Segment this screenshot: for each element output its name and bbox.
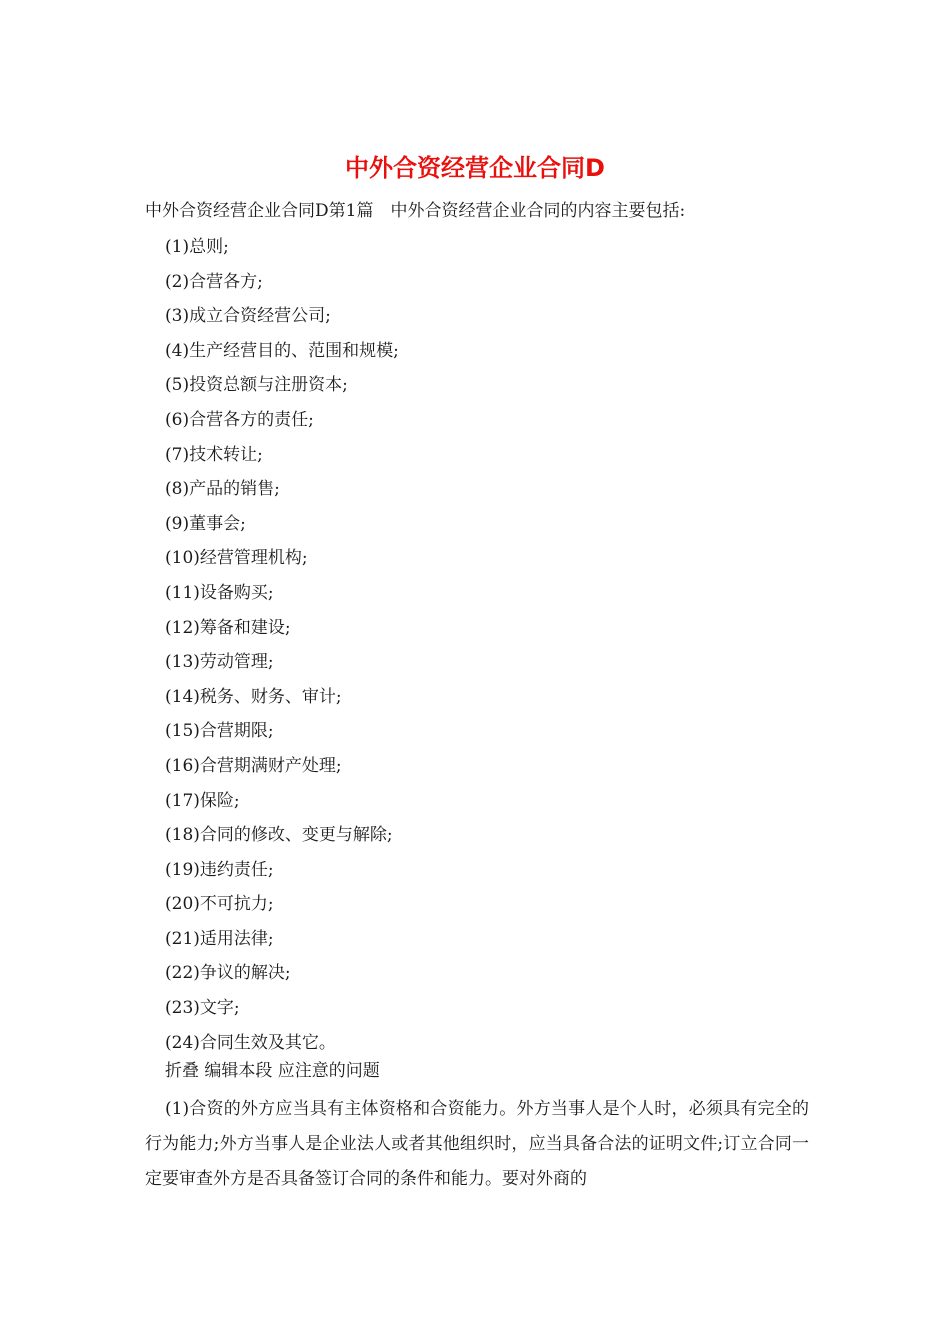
contract-contents-list <box>165 230 825 1060</box>
list-item: (1)总则; <box>165 237 229 257</box>
list-item: (11)设备购买; <box>165 582 274 603</box>
list-item: (21)适用法律; <box>165 928 274 949</box>
list-item: (19)违约责任; <box>165 859 274 880</box>
section-heading-fold: 折叠 编辑本段 应注意的问题 <box>165 1061 380 1081</box>
list-item: (7)技术转让; <box>165 444 263 465</box>
list-item: (4)生产经营目的、范围和规模; <box>165 340 399 361</box>
list-item: (8)产品的销售; <box>165 479 280 500</box>
list-item: (2)合营各方; <box>165 271 263 292</box>
list-item: (18)合同的修改、变更与解除; <box>165 825 393 846</box>
list-item: (6)合营各方的责任; <box>165 409 314 430</box>
list-item: (3)成立合资经营公司; <box>165 306 331 327</box>
list-item: (14)税务、财务、审计; <box>165 686 342 707</box>
list-item: (22)争议的解决; <box>165 963 291 984</box>
list-item: (20)不可抗力; <box>165 894 274 915</box>
document-title: 中外合资经营企业合同D <box>345 154 605 182</box>
list-item: (12)筹备和建设; <box>165 617 291 638</box>
list-item: (23)文字; <box>165 998 240 1019</box>
list-item: (10)经营管理机构; <box>165 548 308 569</box>
list-item: (9)董事会; <box>165 513 246 534</box>
list-item: (16)合营期满财产处理; <box>165 755 342 776</box>
list-item: (5)投资总额与注册资本; <box>165 375 348 396</box>
list-item: (15)合营期限; <box>165 721 274 742</box>
list-item: (17)保险; <box>165 790 240 811</box>
list-item: (24)合同生效及其它。 <box>165 1032 336 1053</box>
body-paragraph: (1)合资的外方应当具有主体资格和合资能力。外方当事人是个人时，必须具有完全的行为能力;外方当事人是企业法人或者其他组织时，应当具备合法的证明文件;订立合同一定要审查外方是否具备签订合同的条件和能力。要对外商的 <box>145 1099 809 1189</box>
intro-line: 中外合资经营企业合同D第1篇 中外合资经营企业合同的内容主要包括: <box>145 201 686 221</box>
list-item: (13)劳动管理; <box>165 652 274 673</box>
